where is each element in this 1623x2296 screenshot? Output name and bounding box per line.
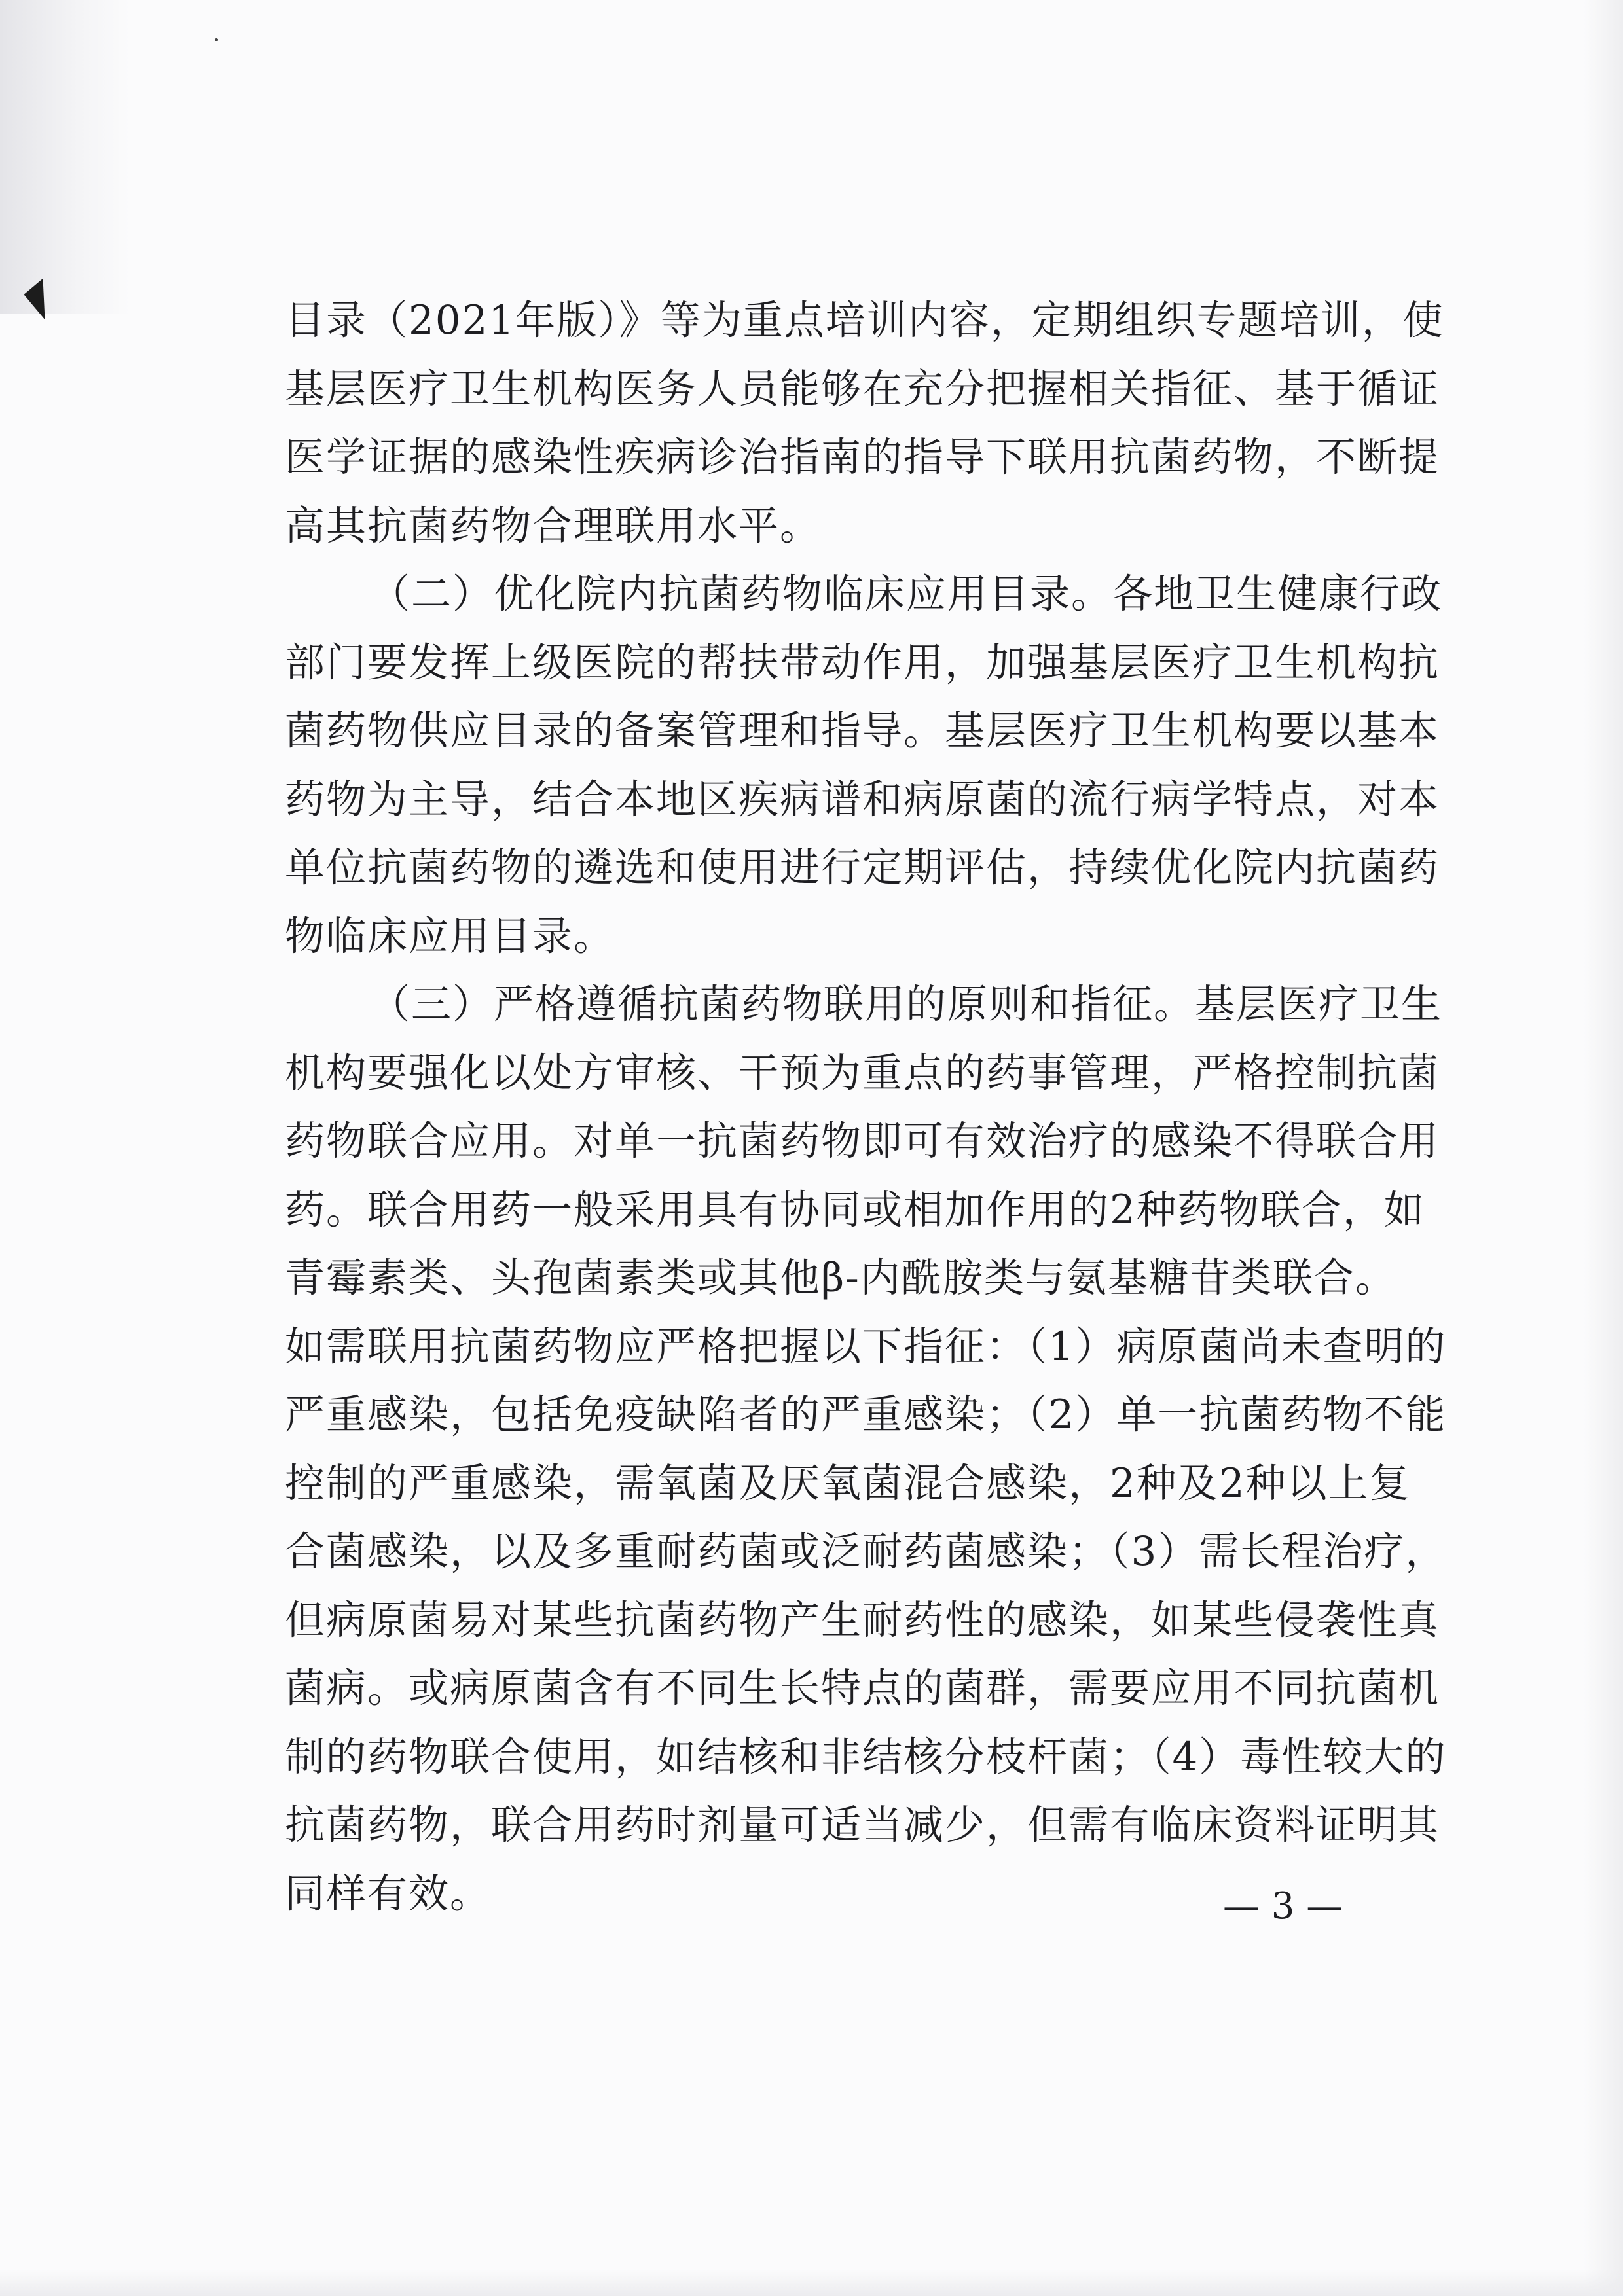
text-line: 药物联合应用。对单一抗菌药物即可有效治疗的感染不得联合用 — [285, 1118, 1440, 1164]
text-line: 基层医疗卫生机构医务人员能够在充分把握相关指征、基于循证 — [285, 365, 1440, 412]
text-line: 制的药物联合使用，如结核和非结核分枝杆菌；（4）毒性较大的 — [285, 1733, 1447, 1780]
section-heading-line: （二）优化院内抗菌药物临床应用目录。各地卫生健康行政 — [370, 571, 1443, 617]
paragraph-1 — [285, 287, 1444, 560]
page-number: — 3 — — [1223, 1885, 1343, 1928]
scan-right-edge — [1584, 0, 1623, 2296]
text-line: 青霉素类、头孢菌素类或其他β-内酰胺类与氨基糖苷类联合。 — [285, 1255, 1396, 1301]
paragraph-2 — [285, 560, 1443, 971]
text-line: 严重感染，包括免疫缺陷者的严重感染；（2）单一抗菌药物不能 — [285, 1391, 1447, 1438]
scan-corner-shadow — [0, 0, 131, 314]
text-line: 如需联用抗菌药物应严格把握以下指征：（1）病原菌尚未查明的 — [285, 1323, 1447, 1370]
document-body — [285, 287, 1447, 1928]
section-heading-line: （三）严格遵循抗菌药物联用的原则和指征。基层医疗卫生 — [370, 981, 1443, 1028]
text-line: 药。联合用药一般采用具有协同或相加作用的2种药物联合，如 — [285, 1186, 1425, 1233]
text-line: 但病原菌易对某些抗菌药物产生耐药性的感染，如某些侵袭性真 — [285, 1596, 1440, 1643]
paragraph-3 — [285, 971, 1447, 1928]
text-line: 部门要发挥上级医院的帮扶带动作用，加强基层医疗卫生机构抗 — [285, 639, 1440, 686]
text-line: 抗菌药物，联合用药时剂量可适当减少，但需有临床资料证明其 — [285, 1802, 1440, 1848]
text-line: 目录（2021年版）》等为重点培训内容，定期组织专题培训，使 — [285, 297, 1444, 344]
text-line: 菌病。或病原菌含有不同生长特点的菌群，需要应用不同抗菌机 — [285, 1665, 1440, 1712]
text-line: 菌药物供应目录的备案管理和指导。基层医疗卫生机构要以基本 — [285, 708, 1440, 754]
scan-dust-dot — [215, 38, 218, 41]
text-line: 控制的严重感染，需氧菌及厌氧菌混合感染，2种及2种以上复 — [285, 1460, 1411, 1507]
text-line: 机构要强化以处方审核、干预为重点的药事管理，严格控制抗菌 — [285, 1049, 1440, 1096]
scan-bottom-edge — [0, 2270, 1623, 2296]
text-line: 高其抗菌药物合理联用水平。 — [285, 502, 822, 549]
text-line: 物临床应用目录。 — [285, 912, 615, 960]
text-line: 合菌感染，以及多重耐药菌或泛耐药菌感染；（3）需长程治疗， — [285, 1528, 1447, 1575]
text-line: 医学证据的感染性疾病诊治指南的指导下联用抗菌药物，不断提 — [285, 434, 1440, 480]
text-line: 同样有效。 — [285, 1870, 492, 1917]
text-line: 单位抗菌药物的遴选和使用进行定期评估，持续优化院内抗菌药 — [285, 844, 1440, 891]
text-line: 药物为主导，结合本地区疾病谱和病原菌的流行病学特点，对本 — [285, 776, 1440, 823]
